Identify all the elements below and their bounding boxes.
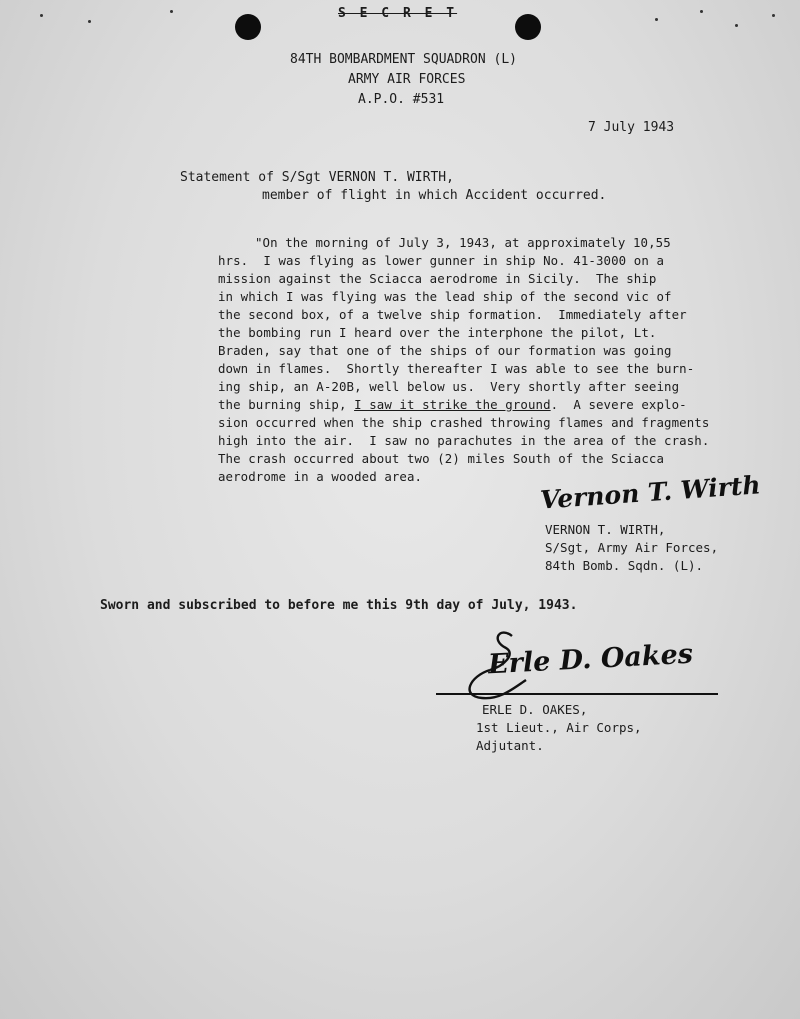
signer-unit: 84th Bomb. Sqdn. (L). [545,558,704,573]
body-line: The crash occurred about two (2) miles South of the Sciacca [218,451,665,466]
body-text: . A severe explo- [550,397,687,412]
paper-speck [735,24,738,27]
header-army: ARMY AIR FORCES [348,72,466,87]
paper-speck [40,14,43,17]
paper-speck [170,10,173,13]
body-line: sion occurred when the ship crashed throwing flames and fragments [218,415,710,430]
wirth-signature: Vernon T. Wirth [539,470,762,515]
adjutant-title: Adjutant. [476,738,544,753]
paper-speck [772,14,775,17]
adjutant-rank: 1st Lieut., Air Corps, [476,720,642,735]
body-line: Braden, say that one of the ships of our formation was going [218,343,672,358]
header-apo: A.P.O. #531 [358,92,445,107]
body-line: high into the air. I saw no parachutes in the area of the crash. [218,433,710,448]
body-line: aerodrome in a wooded area. [218,469,423,484]
body-line: mission against the Sciacca aerodrome in Sicily. The ship [218,271,657,286]
paper-speck [655,18,658,21]
statement-subtitle: member of flight in which Accident occurred. [262,188,607,203]
oakes-signature: Erle D. Oakes [487,638,694,681]
body-line: "On the morning of July 3, 1943, at approximately 10,55 [255,235,671,250]
signer-rank: S/Sgt, Army Air Forces, [545,540,719,555]
body-line: in which I was flying was the lead ship of the second vic of [218,289,672,304]
paper-speck [700,10,703,13]
statement-title: Statement of S/Sgt VERNON T. WIRTH, [180,170,454,185]
classification-mark: S E C R E T [338,6,458,21]
body-text: the burning ship, [218,397,355,412]
body-line: ing ship, an A-20B, well below us. Very shortly after seeing [218,379,680,394]
body-line: the bombing run I heard over the interphone the pilot, Lt. [218,325,657,340]
header-squadron: 84TH BOMBARDMENT SQUADRON (L) [290,52,517,67]
body-line: down in flames. Shortly thereafter I was able to see the burn- [218,361,695,376]
adjutant-name: ERLE D. OAKES, [482,702,588,717]
body-line: the second box, of a twelve ship formation. Immediately after [218,307,687,322]
underlined-phrase: I saw it strike the ground [354,397,551,412]
body-line: hrs. I was flying as lower gunner in ship No. 41-3000 on a [218,253,665,268]
signer-name: VERNON T. WIRTH, [545,522,666,537]
sworn-statement: Sworn and subscribed to before me this 9th day of July, 1943. [100,598,578,613]
paper-speck [88,20,91,23]
body-line [218,397,687,412]
punch-hole-right [515,14,541,40]
document-date: 7 July 1943 [588,120,675,135]
punch-hole-left [235,14,261,40]
